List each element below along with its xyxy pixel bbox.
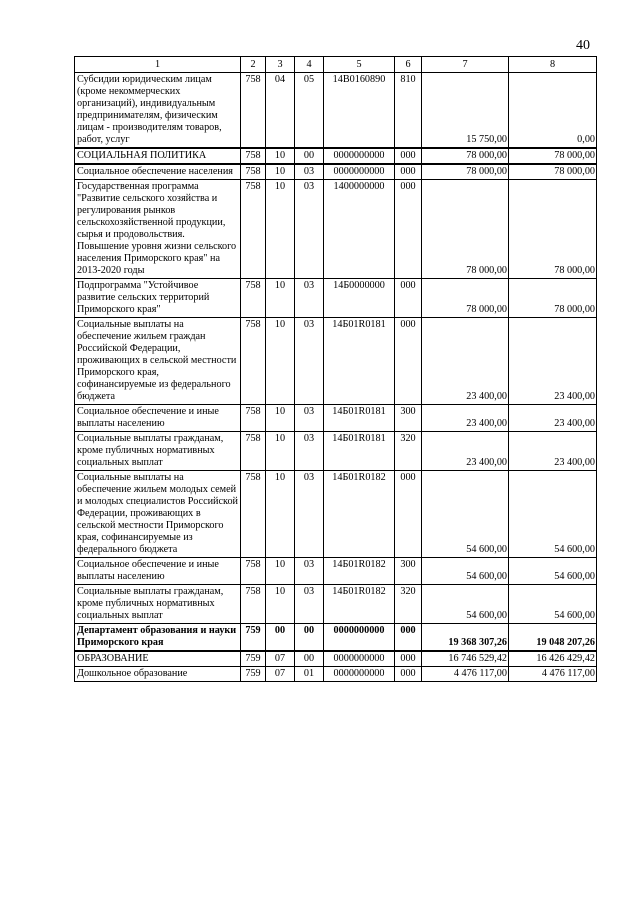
cell-section: 10 bbox=[266, 180, 295, 279]
table-row bbox=[75, 432, 597, 471]
cell-amount-2: 78 000,00 bbox=[509, 164, 597, 180]
cell-grbs: 759 bbox=[241, 667, 266, 682]
column-header-2: 2 bbox=[241, 57, 266, 73]
column-header-6: 6 bbox=[395, 57, 422, 73]
cell-amount-1: 23 400,00 bbox=[422, 318, 509, 405]
cell-amount-1: 78 000,00 bbox=[422, 180, 509, 279]
cell-subsection: 03 bbox=[295, 180, 324, 279]
cell-subsection: 03 bbox=[295, 585, 324, 624]
cell-amount-2: 23 400,00 bbox=[509, 318, 597, 405]
column-header-4: 4 bbox=[295, 57, 324, 73]
table-row bbox=[75, 651, 597, 667]
cell-amount-1: 54 600,00 bbox=[422, 585, 509, 624]
cell-subsection: 05 bbox=[295, 73, 324, 149]
cell-section: 10 bbox=[266, 471, 295, 558]
cell-amount-1: 4 476 117,00 bbox=[422, 667, 509, 682]
cell-grbs: 758 bbox=[241, 432, 266, 471]
cell-target-article: 0000000000 bbox=[324, 667, 395, 682]
cell-section: 10 bbox=[266, 585, 295, 624]
cell-section: 10 bbox=[266, 432, 295, 471]
cell-amount-1: 54 600,00 bbox=[422, 558, 509, 585]
cell-name: Социальные выплаты на обеспечение жильем граждан Российской Федерации, проживающих в сельской местности Приморского края, софинансируемые из федерального бюджета bbox=[75, 318, 241, 405]
cell-expense-type: 300 bbox=[395, 405, 422, 432]
cell-expense-type: 000 bbox=[395, 279, 422, 318]
cell-section: 07 bbox=[266, 651, 295, 667]
cell-amount-1: 15 750,00 bbox=[422, 73, 509, 149]
cell-target-article: 1400000000 bbox=[324, 180, 395, 279]
cell-amount-1: 16 746 529,42 bbox=[422, 651, 509, 667]
cell-grbs: 759 bbox=[241, 624, 266, 652]
cell-expense-type: 000 bbox=[395, 667, 422, 682]
cell-subsection: 00 bbox=[295, 624, 324, 652]
cell-expense-type: 000 bbox=[395, 651, 422, 667]
cell-name: Подпрограмма "Устойчивое развитие сельских территорий Приморского края" bbox=[75, 279, 241, 318]
cell-amount-2: 16 426 429,42 bbox=[509, 651, 597, 667]
cell-amount-2: 54 600,00 bbox=[509, 471, 597, 558]
cell-subsection: 03 bbox=[295, 558, 324, 585]
cell-grbs: 758 bbox=[241, 405, 266, 432]
cell-amount-2: 78 000,00 bbox=[509, 148, 597, 164]
cell-target-article: 14Б01R0182 bbox=[324, 471, 395, 558]
column-header-7: 7 bbox=[422, 57, 509, 73]
cell-subsection: 03 bbox=[295, 164, 324, 180]
table-row bbox=[75, 624, 597, 652]
cell-grbs: 758 bbox=[241, 73, 266, 149]
cell-grbs: 759 bbox=[241, 651, 266, 667]
cell-amount-1: 19 368 307,26 bbox=[422, 624, 509, 652]
cell-grbs: 758 bbox=[241, 471, 266, 558]
cell-section: 00 bbox=[266, 624, 295, 652]
cell-name: СОЦИАЛЬНАЯ ПОЛИТИКА bbox=[75, 148, 241, 164]
cell-target-article: 14В0160890 bbox=[324, 73, 395, 149]
cell-amount-1: 78 000,00 bbox=[422, 279, 509, 318]
column-header-8: 8 bbox=[509, 57, 597, 73]
table-row bbox=[75, 180, 597, 279]
cell-subsection: 03 bbox=[295, 471, 324, 558]
cell-target-article: 14Б0000000 bbox=[324, 279, 395, 318]
column-header-3: 3 bbox=[266, 57, 295, 73]
cell-target-article: 0000000000 bbox=[324, 164, 395, 180]
cell-subsection: 03 bbox=[295, 279, 324, 318]
page-number: 40 bbox=[576, 38, 590, 53]
cell-section: 10 bbox=[266, 279, 295, 318]
cell-expense-type: 300 bbox=[395, 558, 422, 585]
cell-expense-type: 000 bbox=[395, 471, 422, 558]
cell-name: Социальное обеспечение и иные выплаты населению bbox=[75, 558, 241, 585]
cell-subsection: 00 bbox=[295, 651, 324, 667]
cell-subsection: 01 bbox=[295, 667, 324, 682]
cell-grbs: 758 bbox=[241, 180, 266, 279]
table-row bbox=[75, 279, 597, 318]
cell-amount-1: 78 000,00 bbox=[422, 148, 509, 164]
cell-grbs: 758 bbox=[241, 585, 266, 624]
table-row bbox=[75, 558, 597, 585]
column-header-5: 5 bbox=[324, 57, 395, 73]
cell-subsection: 03 bbox=[295, 432, 324, 471]
table-row bbox=[75, 585, 597, 624]
cell-section: 10 bbox=[266, 148, 295, 164]
column-header-1: 1 bbox=[75, 57, 241, 73]
cell-subsection: 00 bbox=[295, 148, 324, 164]
cell-amount-2: 23 400,00 bbox=[509, 405, 597, 432]
cell-amount-2: 23 400,00 bbox=[509, 432, 597, 471]
cell-amount-1: 78 000,00 bbox=[422, 164, 509, 180]
cell-target-article: 0000000000 bbox=[324, 651, 395, 667]
cell-section: 04 bbox=[266, 73, 295, 149]
cell-section: 10 bbox=[266, 318, 295, 405]
cell-amount-1: 23 400,00 bbox=[422, 405, 509, 432]
cell-grbs: 758 bbox=[241, 279, 266, 318]
cell-expense-type: 320 bbox=[395, 432, 422, 471]
cell-subsection: 03 bbox=[295, 318, 324, 405]
cell-name: Социальное обеспечение населения bbox=[75, 164, 241, 180]
cell-amount-2: 54 600,00 bbox=[509, 558, 597, 585]
cell-subsection: 03 bbox=[295, 405, 324, 432]
cell-name: Субсидии юридическим лицам (кроме некоммерческих организаций), индивидуальным предпринимателям, физическим лицам - производителям товаров, работ, услуг bbox=[75, 73, 241, 149]
cell-name: Государственная программа "Развитие сельского хозяйства и регулирования рынков сельскохозяйственной продукции, сырья и продовольствия. Повышение уровня жизни сельского населения Приморского края" на 2013-2020 годы bbox=[75, 180, 241, 279]
cell-name: Социальное обеспечение и иные выплаты населению bbox=[75, 405, 241, 432]
header-row bbox=[75, 57, 597, 73]
cell-grbs: 758 bbox=[241, 164, 266, 180]
cell-expense-type: 000 bbox=[395, 148, 422, 164]
cell-amount-2: 78 000,00 bbox=[509, 279, 597, 318]
cell-grbs: 758 bbox=[241, 318, 266, 405]
cell-section: 10 bbox=[266, 558, 295, 585]
table-row bbox=[75, 471, 597, 558]
cell-target-article: 14Б01R0181 bbox=[324, 405, 395, 432]
cell-amount-1: 54 600,00 bbox=[422, 471, 509, 558]
cell-amount-1: 23 400,00 bbox=[422, 432, 509, 471]
cell-amount-2: 54 600,00 bbox=[509, 585, 597, 624]
cell-grbs: 758 bbox=[241, 558, 266, 585]
budget-table bbox=[74, 56, 597, 682]
table-row bbox=[75, 318, 597, 405]
cell-name: Социальные выплаты на обеспечение жильем молодых семей и молодых специалистов Российской Федерации, проживающих в сельской местности Приморского края, софинансируемые из федерального бюджета bbox=[75, 471, 241, 558]
cell-expense-type: 000 bbox=[395, 624, 422, 652]
cell-amount-2: 78 000,00 bbox=[509, 180, 597, 279]
cell-name: Департамент образования и науки Приморского края bbox=[75, 624, 241, 652]
cell-name: ОБРАЗОВАНИЕ bbox=[75, 651, 241, 667]
cell-expense-type: 000 bbox=[395, 164, 422, 180]
table-row bbox=[75, 405, 597, 432]
cell-expense-type: 000 bbox=[395, 318, 422, 405]
cell-section: 10 bbox=[266, 405, 295, 432]
cell-name: Дошкольное образование bbox=[75, 667, 241, 682]
cell-target-article: 14Б01R0182 bbox=[324, 585, 395, 624]
cell-section: 10 bbox=[266, 164, 295, 180]
table-row bbox=[75, 148, 597, 164]
cell-expense-type: 320 bbox=[395, 585, 422, 624]
cell-target-article: 0000000000 bbox=[324, 148, 395, 164]
cell-amount-2: 0,00 bbox=[509, 73, 597, 149]
cell-name: Социальные выплаты гражданам, кроме публичных нормативных социальных выплат bbox=[75, 432, 241, 471]
table-row bbox=[75, 73, 597, 149]
table-row bbox=[75, 164, 597, 180]
cell-target-article: 14Б01R0181 bbox=[324, 318, 395, 405]
cell-grbs: 758 bbox=[241, 148, 266, 164]
cell-section: 07 bbox=[266, 667, 295, 682]
cell-target-article: 0000000000 bbox=[324, 624, 395, 652]
cell-target-article: 14Б01R0182 bbox=[324, 558, 395, 585]
cell-expense-type: 000 bbox=[395, 180, 422, 279]
cell-amount-2: 4 476 117,00 bbox=[509, 667, 597, 682]
cell-amount-2: 19 048 207,26 bbox=[509, 624, 597, 652]
cell-name: Социальные выплаты гражданам, кроме публичных нормативных социальных выплат bbox=[75, 585, 241, 624]
table-row bbox=[75, 667, 597, 682]
cell-expense-type: 810 bbox=[395, 73, 422, 149]
cell-target-article: 14Б01R0181 bbox=[324, 432, 395, 471]
